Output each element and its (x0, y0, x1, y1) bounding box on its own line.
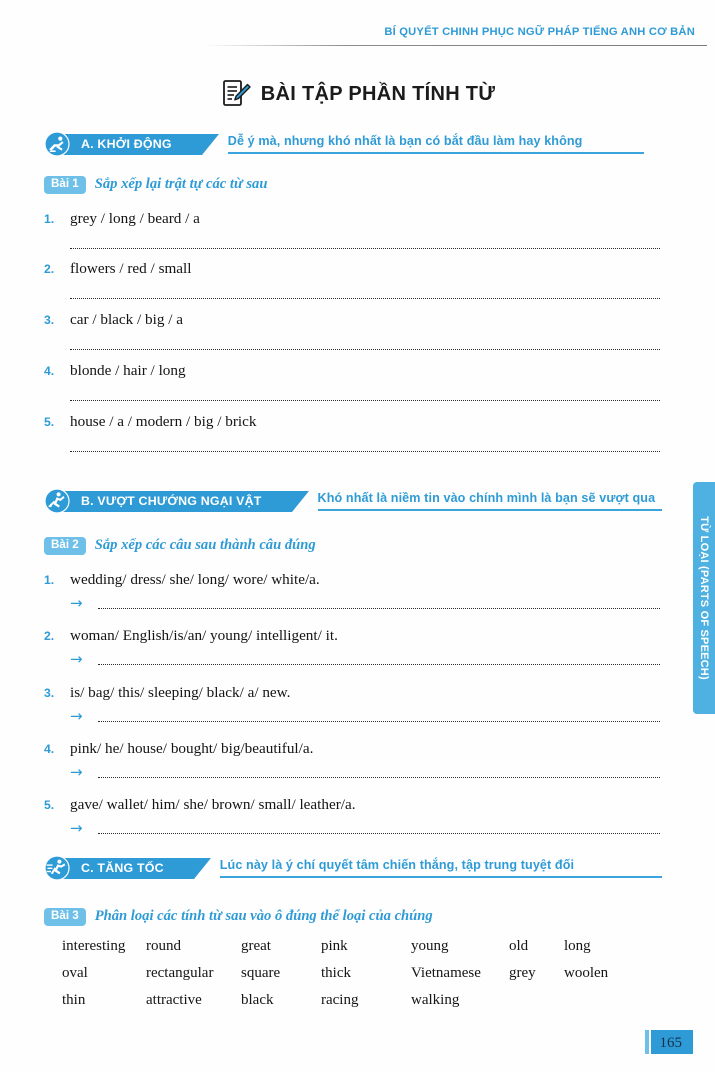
running-header (0, 26, 715, 46)
section-b-tab (59, 491, 292, 512)
item-number: 3. (44, 313, 55, 327)
exercise-3-title: Phân loại các tính từ sau vào ô đúng thể loại của chúng (94, 908, 433, 925)
exercise-1-item-5 (44, 413, 674, 452)
item-number: 1. (44, 573, 55, 587)
section-c-motto: Lúc này là ý chí quyết tâm chiến thắng, tập trung tuyệt đối (219, 858, 575, 873)
section-c-tab (59, 858, 194, 879)
item-text: pink/ he/ house/ bought/ big/beautiful/a. (70, 740, 314, 757)
exercise-3-heading (44, 908, 433, 926)
word-chip[interactable]: young (411, 938, 449, 954)
exercise-2-item-2 (44, 627, 674, 667)
exercise-1-item-2 (44, 260, 674, 299)
arrow-icon: → (70, 707, 83, 725)
item-number: 5. (44, 798, 55, 812)
section-header-b (44, 488, 662, 514)
word-chip[interactable]: woolen (564, 965, 609, 981)
word-bank-row (62, 965, 662, 992)
page-number (645, 1030, 694, 1054)
answer-dotted-line[interactable] (98, 598, 660, 609)
section-c-underline (220, 876, 662, 878)
exercise-2-item-4 (44, 740, 674, 780)
section-b-underline (318, 509, 662, 511)
word-chip[interactable]: old (509, 938, 529, 954)
answer-dotted-line[interactable] (98, 711, 660, 722)
word-chip[interactable]: black (241, 992, 274, 1008)
page-number-accent-bar (645, 1030, 649, 1054)
section-header-c (44, 855, 662, 881)
word-chip[interactable]: racing (321, 992, 359, 1008)
word-chip[interactable]: great (241, 938, 271, 954)
exercise-1-title: Sắp xếp lại trật tự các từ sau (94, 176, 268, 193)
answer-dotted-line[interactable] (70, 287, 660, 299)
word-chip[interactable]: thin (62, 992, 86, 1008)
exercise-1-badge: Bài 1 (44, 176, 86, 194)
item-text: car / black / big / a (70, 311, 184, 328)
item-text: is/ bag/ this/ sleeping/ black/ a/ new. (70, 684, 291, 701)
section-b-label: B. VƯỢT CHƯỚNG NGẠI VẬT (81, 494, 262, 508)
section-a-motto-wrap (228, 134, 644, 154)
item-number: 4. (44, 742, 55, 756)
chapter-side-tab[interactable] (693, 482, 715, 714)
section-c-label: C. TĂNG TỐC (81, 861, 164, 875)
section-a-underline (228, 152, 644, 154)
word-chip[interactable]: long (564, 938, 591, 954)
section-b-motto: Khó nhất là niềm tin vào chính mình là bạn sẽ vượt qua (317, 491, 656, 506)
running-header-text: BÍ QUYẾT CHINH PHỤC NGỮ PHÁP TIẾNG ANH CƠ BẢN (384, 26, 695, 38)
answer-dotted-line[interactable] (98, 654, 660, 665)
page-title (0, 78, 715, 110)
answer-dotted-line[interactable] (70, 338, 660, 350)
chapter-side-tab-label: TỪ LOẠI (PARTS OF SPEECH) (698, 516, 710, 680)
sprinting-runner-icon (44, 855, 70, 881)
word-chip[interactable]: Vietnamese (411, 965, 481, 981)
hurdle-runner-icon (44, 488, 70, 514)
word-chip[interactable]: interesting (62, 938, 126, 954)
word-bank-row (62, 938, 662, 965)
item-text: house / a / modern / big / brick (70, 413, 257, 430)
exercise-2-title: Sắp xếp các câu sau thành câu đúng (94, 537, 316, 554)
word-chip[interactable]: rectangular (146, 965, 214, 981)
exercise-2-item-3 (44, 684, 674, 724)
word-chip[interactable]: square (241, 965, 281, 981)
item-text: gave/ wallet/ him/ she/ brown/ small/ leather/a. (70, 796, 356, 813)
word-bank (62, 938, 662, 1019)
item-text: wedding/ dress/ she/ long/ wore/ white/a. (70, 571, 320, 588)
exercise-1-item-3 (44, 311, 674, 350)
word-chip[interactable]: pink (321, 938, 348, 954)
notepad-pencil-icon (220, 78, 252, 110)
word-chip[interactable]: grey (509, 965, 536, 981)
answer-dotted-line[interactable] (70, 389, 660, 401)
word-chip[interactable]: round (146, 938, 181, 954)
page-number-text: 165 (651, 1030, 694, 1054)
item-text: grey / long / beard / a (70, 210, 200, 227)
section-b-motto-wrap (318, 491, 662, 511)
answer-dotted-line[interactable] (70, 237, 660, 249)
arrow-icon: → (70, 819, 83, 837)
item-number: 2. (44, 629, 55, 643)
exercise-2-badge: Bài 2 (44, 537, 86, 555)
section-c-motto-wrap (220, 858, 662, 878)
exercise-3-badge: Bài 3 (44, 908, 86, 926)
section-a-label: A. KHỞI ĐỘNG (81, 137, 172, 151)
item-text: blonde / hair / long (70, 362, 186, 379)
item-number: 5. (44, 415, 55, 429)
word-chip[interactable]: oval (62, 965, 88, 981)
arrow-icon: → (70, 594, 83, 612)
word-chip[interactable]: thick (321, 965, 351, 981)
section-a-tab (59, 134, 202, 155)
arrow-icon: → (70, 650, 83, 668)
header-rule (205, 45, 707, 46)
answer-dotted-line[interactable] (70, 440, 660, 452)
item-number: 2. (44, 262, 55, 276)
arrow-icon: → (70, 763, 83, 781)
exercise-2-item-1 (44, 571, 674, 611)
answer-dotted-line[interactable] (98, 823, 660, 834)
exercise-1-heading (44, 176, 267, 194)
exercise-1-item-1 (44, 210, 674, 249)
word-chip[interactable]: walking (411, 992, 460, 1008)
page-title-text: BÀI TẬP PHẦN TÍNH TỪ (260, 82, 496, 105)
answer-dotted-line[interactable] (98, 767, 660, 778)
item-text: woman/ English/is/an/ young/ intelligent/ it. (70, 627, 338, 644)
item-number: 1. (44, 212, 55, 226)
section-header-a (44, 131, 644, 157)
crouch-start-runner-icon (44, 131, 70, 157)
exercise-1-item-4 (44, 362, 674, 401)
word-bank-row (62, 992, 662, 1019)
item-text: flowers / red / small (70, 260, 192, 277)
item-number: 3. (44, 686, 55, 700)
word-chip[interactable]: attractive (146, 992, 202, 1008)
exercise-2-heading (44, 537, 316, 555)
exercise-2-item-5 (44, 796, 674, 836)
section-a-motto: Dễ ý mà, nhưng khó nhất là bạn có bắt đầu làm hay không (227, 134, 583, 149)
item-number: 4. (44, 364, 55, 378)
